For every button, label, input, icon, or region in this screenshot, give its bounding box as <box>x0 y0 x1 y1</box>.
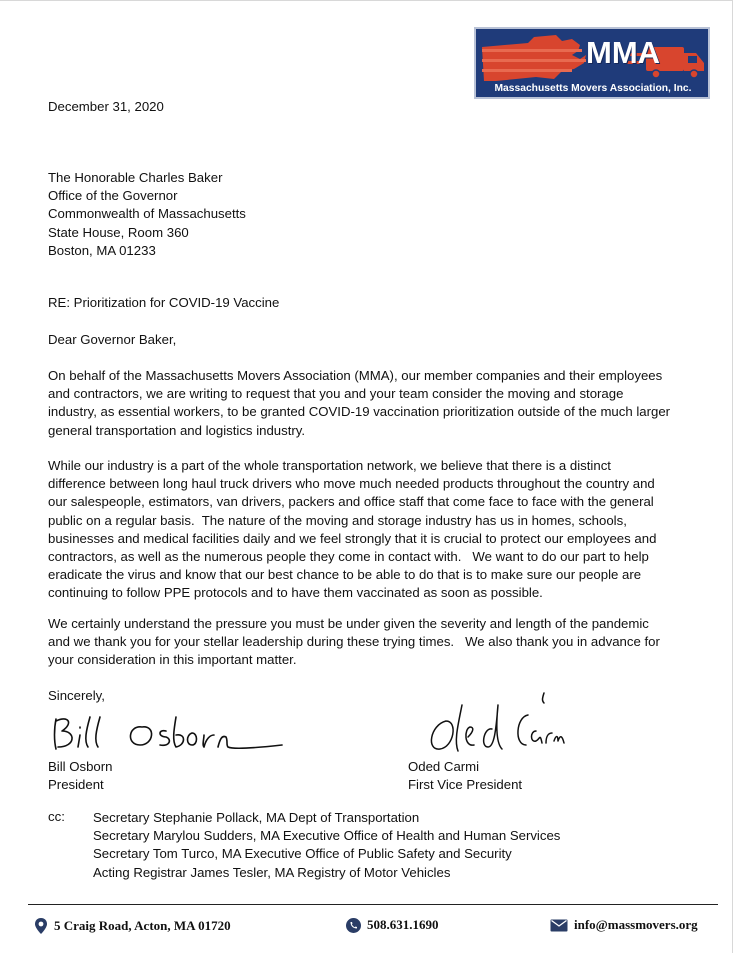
phone-icon <box>346 918 361 933</box>
signer-1-block <box>48 758 248 794</box>
signature-oded-carmi <box>418 691 568 759</box>
paragraph-line: our salespeople, estimators, van drivers, packers and office staff that come face to face with the general <box>48 494 654 510</box>
paragraph-line: difference between long haul truck drivers who move much needed products throughout the country and <box>48 476 655 492</box>
recipient-line: Office of the Governor <box>48 188 178 204</box>
cc-list <box>93 809 560 882</box>
signer-name: Bill Osborn <box>48 759 113 774</box>
paragraph-line: While our industry is a part of the whole transportation network, we believe that there is a distinct <box>48 458 611 473</box>
massachusetts-map-shape <box>482 35 586 81</box>
body-paragraph-2 <box>48 457 698 603</box>
paragraph-line: contractors, as well as the numerous people they come in contact with. We want to do our part to help <box>48 549 649 565</box>
closing: Sincerely, <box>48 688 105 703</box>
paragraph-line: continuing to follow PPE protocols and to have them vaccinated as soon as possible. <box>48 585 543 601</box>
paragraph-line: general transportation and logistics industry. <box>48 422 306 438</box>
paragraph-line: On behalf of the Massachusetts Movers Association (MMA), our member companies and their employees <box>48 368 663 383</box>
logo-organization-name: Massachusetts Movers Association, Inc. <box>494 83 692 94</box>
email-text[interactable]: info@massmovers.org <box>574 917 698 932</box>
paragraph-line: your consideration in this important matter. <box>48 652 297 668</box>
map-pin-icon <box>34 917 48 935</box>
recipient-line: State House, Room 360 <box>48 224 189 240</box>
salutation: Dear Governor Baker, <box>48 332 177 347</box>
signature-bill-osborn <box>46 709 286 759</box>
cc-recipient: Secretary Stephanie Pollack, MA Dept of Transportation <box>93 810 420 825</box>
cc-recipient: Secretary Marylou Sudders, MA Executive Office of Health and Human Services <box>93 828 561 844</box>
body-paragraph-1 <box>48 367 698 440</box>
cc-recipient: Acting Registrar James Tesler, MA Registry of Motor Vehicles <box>93 864 451 880</box>
signer-title: President <box>48 777 104 793</box>
letterhead-footer <box>28 904 718 945</box>
signer-2-block <box>408 758 608 794</box>
recipient-address <box>48 169 698 260</box>
logo-abbreviation: MMA <box>586 35 661 70</box>
recipient-line: Commonwealth of Massachusetts <box>48 206 246 222</box>
phone-text: 508.631.1690 <box>367 917 439 932</box>
footer-phone <box>346 917 439 933</box>
footer-address <box>34 917 231 935</box>
letter-subject: RE: Prioritization for COVID-19 Vaccine <box>48 295 280 310</box>
recipient-line: The Honorable Charles Baker <box>48 170 223 185</box>
paragraph-line: public on a regular basis. The nature of the moving and storage industry has us in homes, schools, <box>48 512 627 528</box>
letter-date: December 31, 2020 <box>48 99 164 114</box>
signer-title: First Vice President <box>408 777 523 793</box>
paragraph-line: We certainly understand the pressure you must be under given the severity and length of the pandemic <box>48 616 649 631</box>
paragraph-line: and contractors, we are writing to request that you and your team consider the moving and storage <box>48 386 624 402</box>
envelope-icon <box>550 919 568 932</box>
address-text: 5 Craig Road, Acton, MA 01720 <box>54 918 231 933</box>
recipient-line: Boston, MA 01233 <box>48 242 156 258</box>
signer-name: Oded Carmi <box>408 759 480 774</box>
cc-label: cc: <box>48 809 65 824</box>
body-paragraph-3 <box>48 615 698 670</box>
paragraph-line: businesses and medical facilities daily and we feel strongly that it is crucial to protect our employees and <box>48 530 657 546</box>
paragraph-line: eradicate the virus and know that our best chance to be able to do that is to make sure our people are <box>48 567 642 583</box>
cc-recipient: Secretary Tom Turco, MA Executive Office of Public Safety and Security <box>93 846 512 862</box>
paragraph-line: industry, as essential workers, to be granted COVID-19 vaccination prioritization outside of the much larger <box>48 404 671 420</box>
footer-email <box>550 917 698 933</box>
paragraph-line: and we thank you for your stellar leadership during these trying times. We also thank you in advance for <box>48 634 660 650</box>
mma-logo <box>474 27 710 99</box>
